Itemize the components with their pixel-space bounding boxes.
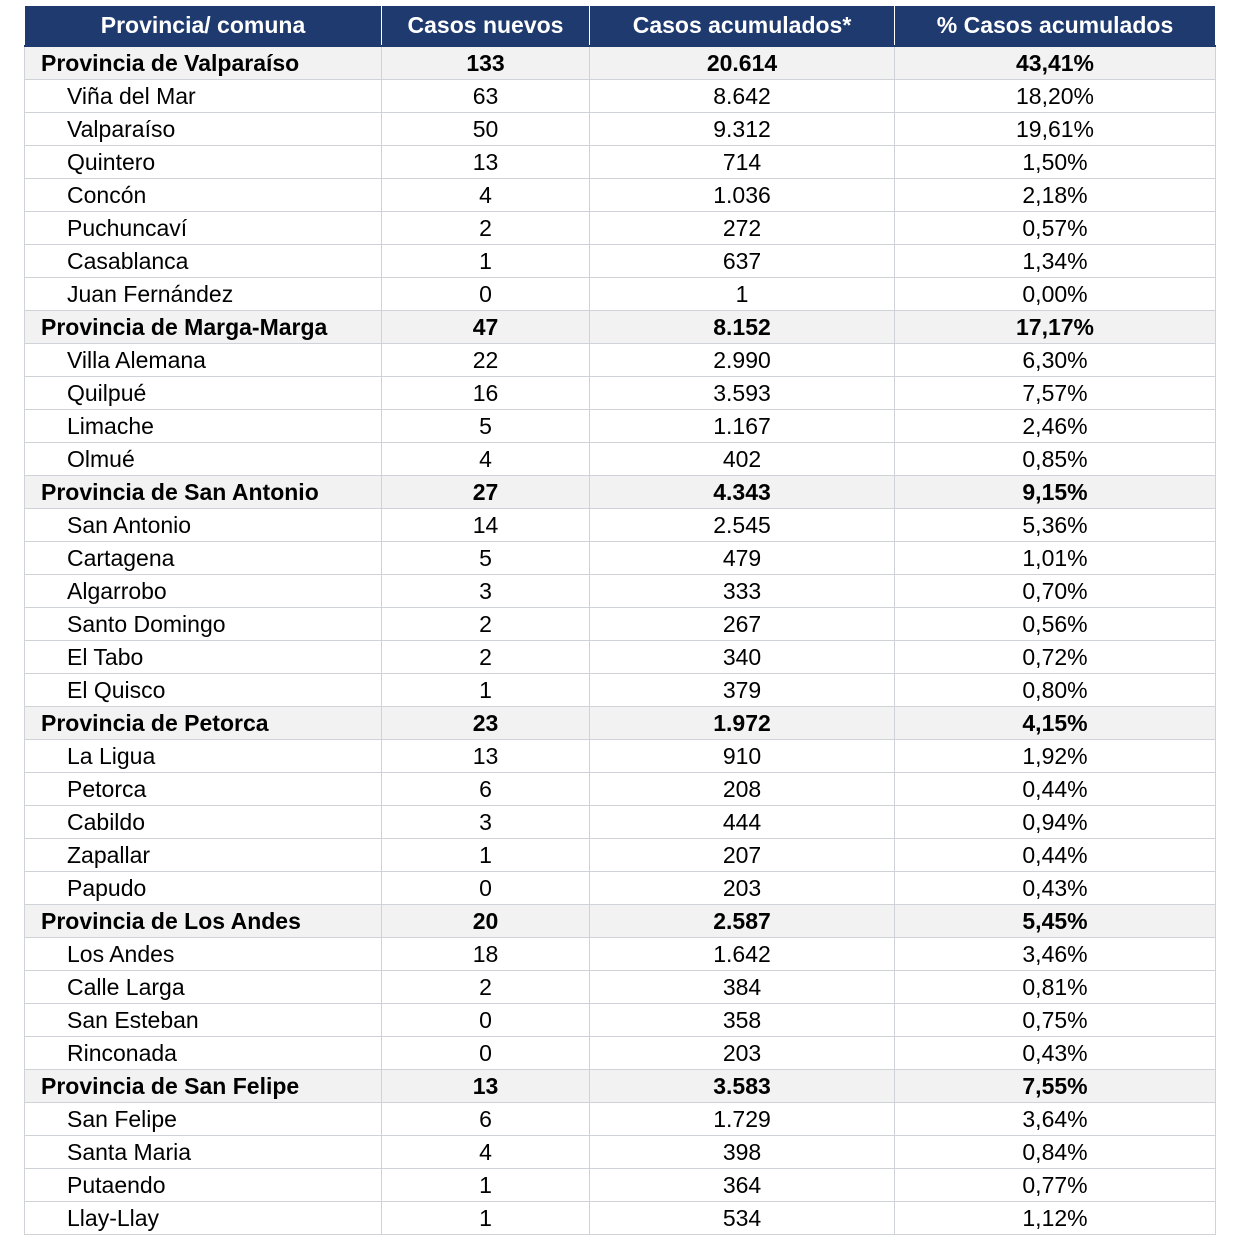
province-row [25, 1070, 1216, 1103]
cell-name: Provincia de Valparaíso [25, 46, 382, 80]
cell-casos-acumulados: 714 [590, 146, 895, 179]
cell-casos-acumulados: 207 [590, 839, 895, 872]
cell-casos-acumulados: 379 [590, 674, 895, 707]
table-row [25, 377, 1216, 410]
cell-casos-acumulados: 1.972 [590, 707, 895, 740]
cell-casos-nuevos: 4 [382, 1136, 590, 1169]
cell-casos-acumulados: 1.036 [590, 179, 895, 212]
cell-pct-acumulados: 5,36% [895, 509, 1216, 542]
cell-name: Casablanca [25, 245, 382, 278]
cell-casos-nuevos: 13 [382, 1070, 590, 1103]
cell-casos-nuevos: 6 [382, 773, 590, 806]
cell-pct-acumulados: 0,44% [895, 839, 1216, 872]
header-pct-casos-acumulados: % Casos acumulados [895, 6, 1216, 47]
cell-name: Provincia de Marga-Marga [25, 311, 382, 344]
province-row [25, 476, 1216, 509]
cell-casos-acumulados: 3.583 [590, 1070, 895, 1103]
cell-casos-acumulados: 1.642 [590, 938, 895, 971]
province-row [25, 905, 1216, 938]
table-row [25, 608, 1216, 641]
header-casos-acumulados: Casos acumulados* [590, 6, 895, 47]
cell-casos-nuevos: 2 [382, 971, 590, 1004]
cell-casos-acumulados: 4.343 [590, 476, 895, 509]
cell-casos-nuevos: 2 [382, 608, 590, 641]
cell-casos-acumulados: 534 [590, 1202, 895, 1235]
table-row [25, 410, 1216, 443]
table-row [25, 971, 1216, 1004]
cell-name: Llay-Llay [25, 1202, 382, 1235]
cell-name: Olmué [25, 443, 382, 476]
cell-name: Provincia de Los Andes [25, 905, 382, 938]
cell-pct-acumulados: 0,44% [895, 773, 1216, 806]
cell-pct-acumulados: 4,15% [895, 707, 1216, 740]
cell-casos-acumulados: 8.152 [590, 311, 895, 344]
cell-pct-acumulados: 9,15% [895, 476, 1216, 509]
cell-pct-acumulados: 2,18% [895, 179, 1216, 212]
cell-pct-acumulados: 7,55% [895, 1070, 1216, 1103]
cell-pct-acumulados: 1,12% [895, 1202, 1216, 1235]
table-row [25, 1136, 1216, 1169]
cell-casos-nuevos: 3 [382, 806, 590, 839]
cell-name: Provincia de San Felipe [25, 1070, 382, 1103]
cell-pct-acumulados: 3,64% [895, 1103, 1216, 1136]
cell-pct-acumulados: 0,75% [895, 1004, 1216, 1037]
cell-pct-acumulados: 19,61% [895, 113, 1216, 146]
cell-name: Santa Maria [25, 1136, 382, 1169]
cell-casos-nuevos: 1 [382, 839, 590, 872]
cell-casos-nuevos: 13 [382, 146, 590, 179]
cell-name: Provincia de San Antonio [25, 476, 382, 509]
cell-casos-acumulados: 208 [590, 773, 895, 806]
cell-casos-acumulados: 398 [590, 1136, 895, 1169]
cell-casos-nuevos: 1 [382, 1169, 590, 1202]
cell-pct-acumulados: 0,43% [895, 1037, 1216, 1070]
cell-name: Quintero [25, 146, 382, 179]
table-row [25, 278, 1216, 311]
cell-casos-nuevos: 0 [382, 872, 590, 905]
cell-pct-acumulados: 2,46% [895, 410, 1216, 443]
cell-casos-nuevos: 14 [382, 509, 590, 542]
cell-casos-nuevos: 6 [382, 1103, 590, 1136]
cell-pct-acumulados: 0,57% [895, 212, 1216, 245]
cell-pct-acumulados: 0,94% [895, 806, 1216, 839]
cell-casos-acumulados: 267 [590, 608, 895, 641]
table-row [25, 1004, 1216, 1037]
table-row [25, 1103, 1216, 1136]
table-row [25, 839, 1216, 872]
cases-table [24, 5, 1216, 1235]
cell-name: El Tabo [25, 641, 382, 674]
cell-pct-acumulados: 0,70% [895, 575, 1216, 608]
table-row [25, 443, 1216, 476]
cell-casos-nuevos: 22 [382, 344, 590, 377]
cell-casos-nuevos: 13 [382, 740, 590, 773]
cell-name: Quilpué [25, 377, 382, 410]
cell-name: Limache [25, 410, 382, 443]
cell-name: Petorca [25, 773, 382, 806]
cell-casos-acumulados: 2.587 [590, 905, 895, 938]
cell-casos-acumulados: 2.990 [590, 344, 895, 377]
cell-pct-acumulados: 0,81% [895, 971, 1216, 1004]
cell-pct-acumulados: 0,00% [895, 278, 1216, 311]
cell-casos-acumulados: 8.642 [590, 80, 895, 113]
cell-casos-nuevos: 1 [382, 674, 590, 707]
cell-casos-nuevos: 0 [382, 278, 590, 311]
cell-name: Santo Domingo [25, 608, 382, 641]
province-row [25, 311, 1216, 344]
cell-name: Putaendo [25, 1169, 382, 1202]
cell-casos-nuevos: 20 [382, 905, 590, 938]
cell-name: San Felipe [25, 1103, 382, 1136]
cell-casos-acumulados: 479 [590, 542, 895, 575]
cell-pct-acumulados: 1,92% [895, 740, 1216, 773]
cell-casos-acumulados: 1.167 [590, 410, 895, 443]
table-row [25, 1037, 1216, 1070]
cell-name: Cartagena [25, 542, 382, 575]
cell-name: Villa Alemana [25, 344, 382, 377]
table-row [25, 806, 1216, 839]
cell-pct-acumulados: 1,50% [895, 146, 1216, 179]
table-row [25, 674, 1216, 707]
cell-casos-nuevos: 2 [382, 212, 590, 245]
cell-name: Cabildo [25, 806, 382, 839]
cell-casos-acumulados: 384 [590, 971, 895, 1004]
cell-casos-nuevos: 5 [382, 410, 590, 443]
cell-casos-acumulados: 340 [590, 641, 895, 674]
cell-name: Puchuncaví [25, 212, 382, 245]
table-row [25, 344, 1216, 377]
cell-casos-nuevos: 63 [382, 80, 590, 113]
cell-casos-nuevos: 1 [382, 1202, 590, 1235]
province-row [25, 707, 1216, 740]
cell-casos-nuevos: 18 [382, 938, 590, 971]
cell-name: Concón [25, 179, 382, 212]
cell-name: El Quisco [25, 674, 382, 707]
table-row [25, 1169, 1216, 1202]
cell-casos-nuevos: 3 [382, 575, 590, 608]
cell-name: San Antonio [25, 509, 382, 542]
cell-pct-acumulados: 0,85% [895, 443, 1216, 476]
cell-pct-acumulados: 7,57% [895, 377, 1216, 410]
cell-pct-acumulados: 0,80% [895, 674, 1216, 707]
cell-casos-nuevos: 23 [382, 707, 590, 740]
cell-name: La Ligua [25, 740, 382, 773]
province-row [25, 46, 1216, 80]
cell-pct-acumulados: 18,20% [895, 80, 1216, 113]
cell-casos-nuevos: 133 [382, 46, 590, 80]
cell-casos-acumulados: 910 [590, 740, 895, 773]
cell-pct-acumulados: 0,43% [895, 872, 1216, 905]
cell-pct-acumulados: 0,84% [895, 1136, 1216, 1169]
cell-casos-acumulados: 3.593 [590, 377, 895, 410]
table-row [25, 245, 1216, 278]
cell-casos-nuevos: 5 [382, 542, 590, 575]
cell-casos-acumulados: 272 [590, 212, 895, 245]
table-row [25, 575, 1216, 608]
cell-pct-acumulados: 0,77% [895, 1169, 1216, 1202]
cell-pct-acumulados: 1,01% [895, 542, 1216, 575]
cell-casos-nuevos: 0 [382, 1037, 590, 1070]
cell-casos-nuevos: 4 [382, 443, 590, 476]
cell-pct-acumulados: 17,17% [895, 311, 1216, 344]
cell-casos-acumulados: 20.614 [590, 46, 895, 80]
header-provincia-comuna: Provincia/ comuna [25, 6, 382, 47]
cell-casos-nuevos: 0 [382, 1004, 590, 1037]
cell-casos-acumulados: 203 [590, 1037, 895, 1070]
cell-name: Papudo [25, 872, 382, 905]
cell-casos-acumulados: 358 [590, 1004, 895, 1037]
table-row [25, 146, 1216, 179]
cell-name: Los Andes [25, 938, 382, 971]
cell-casos-nuevos: 47 [382, 311, 590, 344]
cell-pct-acumulados: 0,56% [895, 608, 1216, 641]
cell-pct-acumulados: 3,46% [895, 938, 1216, 971]
cell-pct-acumulados: 0,72% [895, 641, 1216, 674]
table-header-row [25, 6, 1216, 47]
cell-casos-acumulados: 444 [590, 806, 895, 839]
cell-casos-nuevos: 27 [382, 476, 590, 509]
cell-casos-acumulados: 333 [590, 575, 895, 608]
cell-pct-acumulados: 5,45% [895, 905, 1216, 938]
table-row [25, 938, 1216, 971]
cell-name: Calle Larga [25, 971, 382, 1004]
cell-casos-acumulados: 203 [590, 872, 895, 905]
table-body [25, 46, 1216, 1235]
cell-name: San Esteban [25, 1004, 382, 1037]
cell-casos-nuevos: 50 [382, 113, 590, 146]
table-row [25, 542, 1216, 575]
cell-name: Provincia de Petorca [25, 707, 382, 740]
cell-casos-acumulados: 2.545 [590, 509, 895, 542]
table-row [25, 773, 1216, 806]
cell-name: Algarrobo [25, 575, 382, 608]
cell-name: Viña del Mar [25, 80, 382, 113]
cell-casos-acumulados: 364 [590, 1169, 895, 1202]
cell-casos-nuevos: 1 [382, 245, 590, 278]
table-row [25, 80, 1216, 113]
cell-casos-nuevos: 16 [382, 377, 590, 410]
cell-casos-acumulados: 637 [590, 245, 895, 278]
table-row [25, 212, 1216, 245]
table-row [25, 740, 1216, 773]
cell-casos-acumulados: 1 [590, 278, 895, 311]
table-row [25, 641, 1216, 674]
cell-casos-nuevos: 2 [382, 641, 590, 674]
cell-casos-acumulados: 1.729 [590, 1103, 895, 1136]
cell-pct-acumulados: 1,34% [895, 245, 1216, 278]
table-row [25, 179, 1216, 212]
cell-name: Valparaíso [25, 113, 382, 146]
cases-table-container [24, 5, 1215, 1235]
cell-name: Zapallar [25, 839, 382, 872]
cell-casos-acumulados: 402 [590, 443, 895, 476]
cell-casos-acumulados: 9.312 [590, 113, 895, 146]
cell-name: Juan Fernández [25, 278, 382, 311]
table-row [25, 872, 1216, 905]
table-row [25, 113, 1216, 146]
cell-pct-acumulados: 6,30% [895, 344, 1216, 377]
cell-pct-acumulados: 43,41% [895, 46, 1216, 80]
cell-casos-nuevos: 4 [382, 179, 590, 212]
cell-name: Rinconada [25, 1037, 382, 1070]
header-casos-nuevos: Casos nuevos [382, 6, 590, 47]
table-row [25, 509, 1216, 542]
table-row [25, 1202, 1216, 1235]
